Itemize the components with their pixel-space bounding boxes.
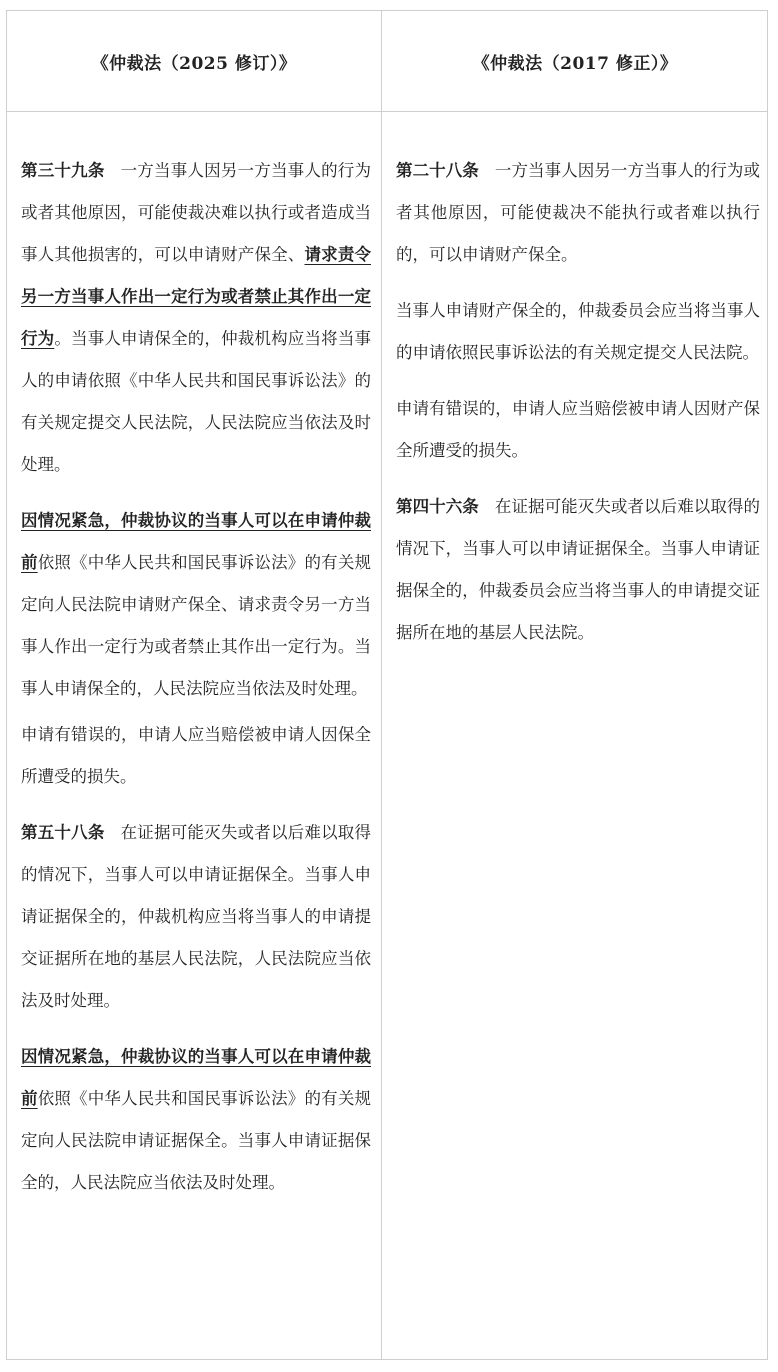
article-number: 第四十六条: [396, 497, 479, 516]
paragraph-text: 。当事人申请保全的，仲裁机构应当将当事人的申请依照《中华人民共和国民事诉讼法》的有关规定提交人民法院，人民法院应当依法及时处理。: [21, 329, 372, 474]
article-58-paragraph: [21, 812, 371, 1022]
article-46-paragraph: [396, 486, 760, 654]
article-number: 第五十八条: [21, 823, 105, 842]
column-2025: [7, 112, 381, 1204]
article-39-paragraph: [21, 150, 371, 486]
paragraph-text: 一方当事人因另一方当事人的行为或者其他原因，可能使裁决难以执行或者造成当事人其他损害的，可以申请财产保全、: [21, 161, 372, 264]
column-2017: [382, 112, 768, 654]
paragraph-text: 依照《中华人民共和国民事诉讼法》的有关规定向人民法院申请证据保全。当事人申请证据保全的，人民法院应当依法及时处理。: [21, 1089, 372, 1192]
amended-text-underline: 因情况紧急，仲裁协议的当事人可以在申请仲裁前: [21, 511, 371, 572]
comparison-table: [6, 10, 768, 1360]
paragraph-text: 在证据可能灭失或者以后难以取得的情况下，当事人可以申请证据保全。当事人申请证据保全的，仲裁委员会应当将当事人的申请提交证据所在地的基层人民法院。: [396, 497, 760, 642]
amended-text-underline: 请求责令另一方当事人作出一定行为或者禁止其作出一定行为: [21, 245, 372, 348]
article-number: 第三十九条: [21, 161, 105, 180]
emergency-property-preservation-paragraph: [21, 500, 371, 710]
property-preservation-submission-paragraph: 当事人申请财产保全的，仲裁委员会应当将当事人的申请依照民事诉讼法的有关规定提交人民法院。: [396, 301, 760, 362]
amended-text-underline: 因情况紧急，仲裁协议的当事人可以在申请仲裁前: [21, 1047, 371, 1108]
paragraph-text: 一方当事人因另一方当事人的行为或者其他原因，可能使裁决不能执行或者难以执行的，可以申请财产保全。: [396, 161, 760, 264]
article-28-paragraph: [396, 150, 760, 276]
header-2017: 《仲裁法（2017 修正）》: [472, 53, 678, 74]
error-liability-paragraph: 申请有错误的，申请人应当赔偿被申请人因财产保全所遭受的损失。: [396, 399, 760, 460]
article-number: 第二十八条: [396, 161, 479, 180]
error-liability-paragraph: 申请有错误的，申请人应当赔偿被申请人因保全所遭受的损失。: [21, 725, 371, 786]
paragraph-text: 在证据可能灭失或者以后难以取得的情况下，当事人可以申请证据保全。当事人申请证据保全的，仲裁机构应当将当事人的申请提交证据所在地的基层人民法院，人民法院应当依法及时处理。: [21, 823, 372, 1010]
header-2025: 《仲裁法（2025 修订）》: [91, 53, 297, 74]
emergency-evidence-preservation-paragraph: [21, 1036, 371, 1204]
paragraph-text: 依照《中华人民共和国民事诉讼法》的有关规定向人民法院申请财产保全、请求责令另一方当事人作出一定行为或者禁止其作出一定行为。当事人申请保全的，人民法院应当依法及时处理。: [21, 553, 372, 698]
